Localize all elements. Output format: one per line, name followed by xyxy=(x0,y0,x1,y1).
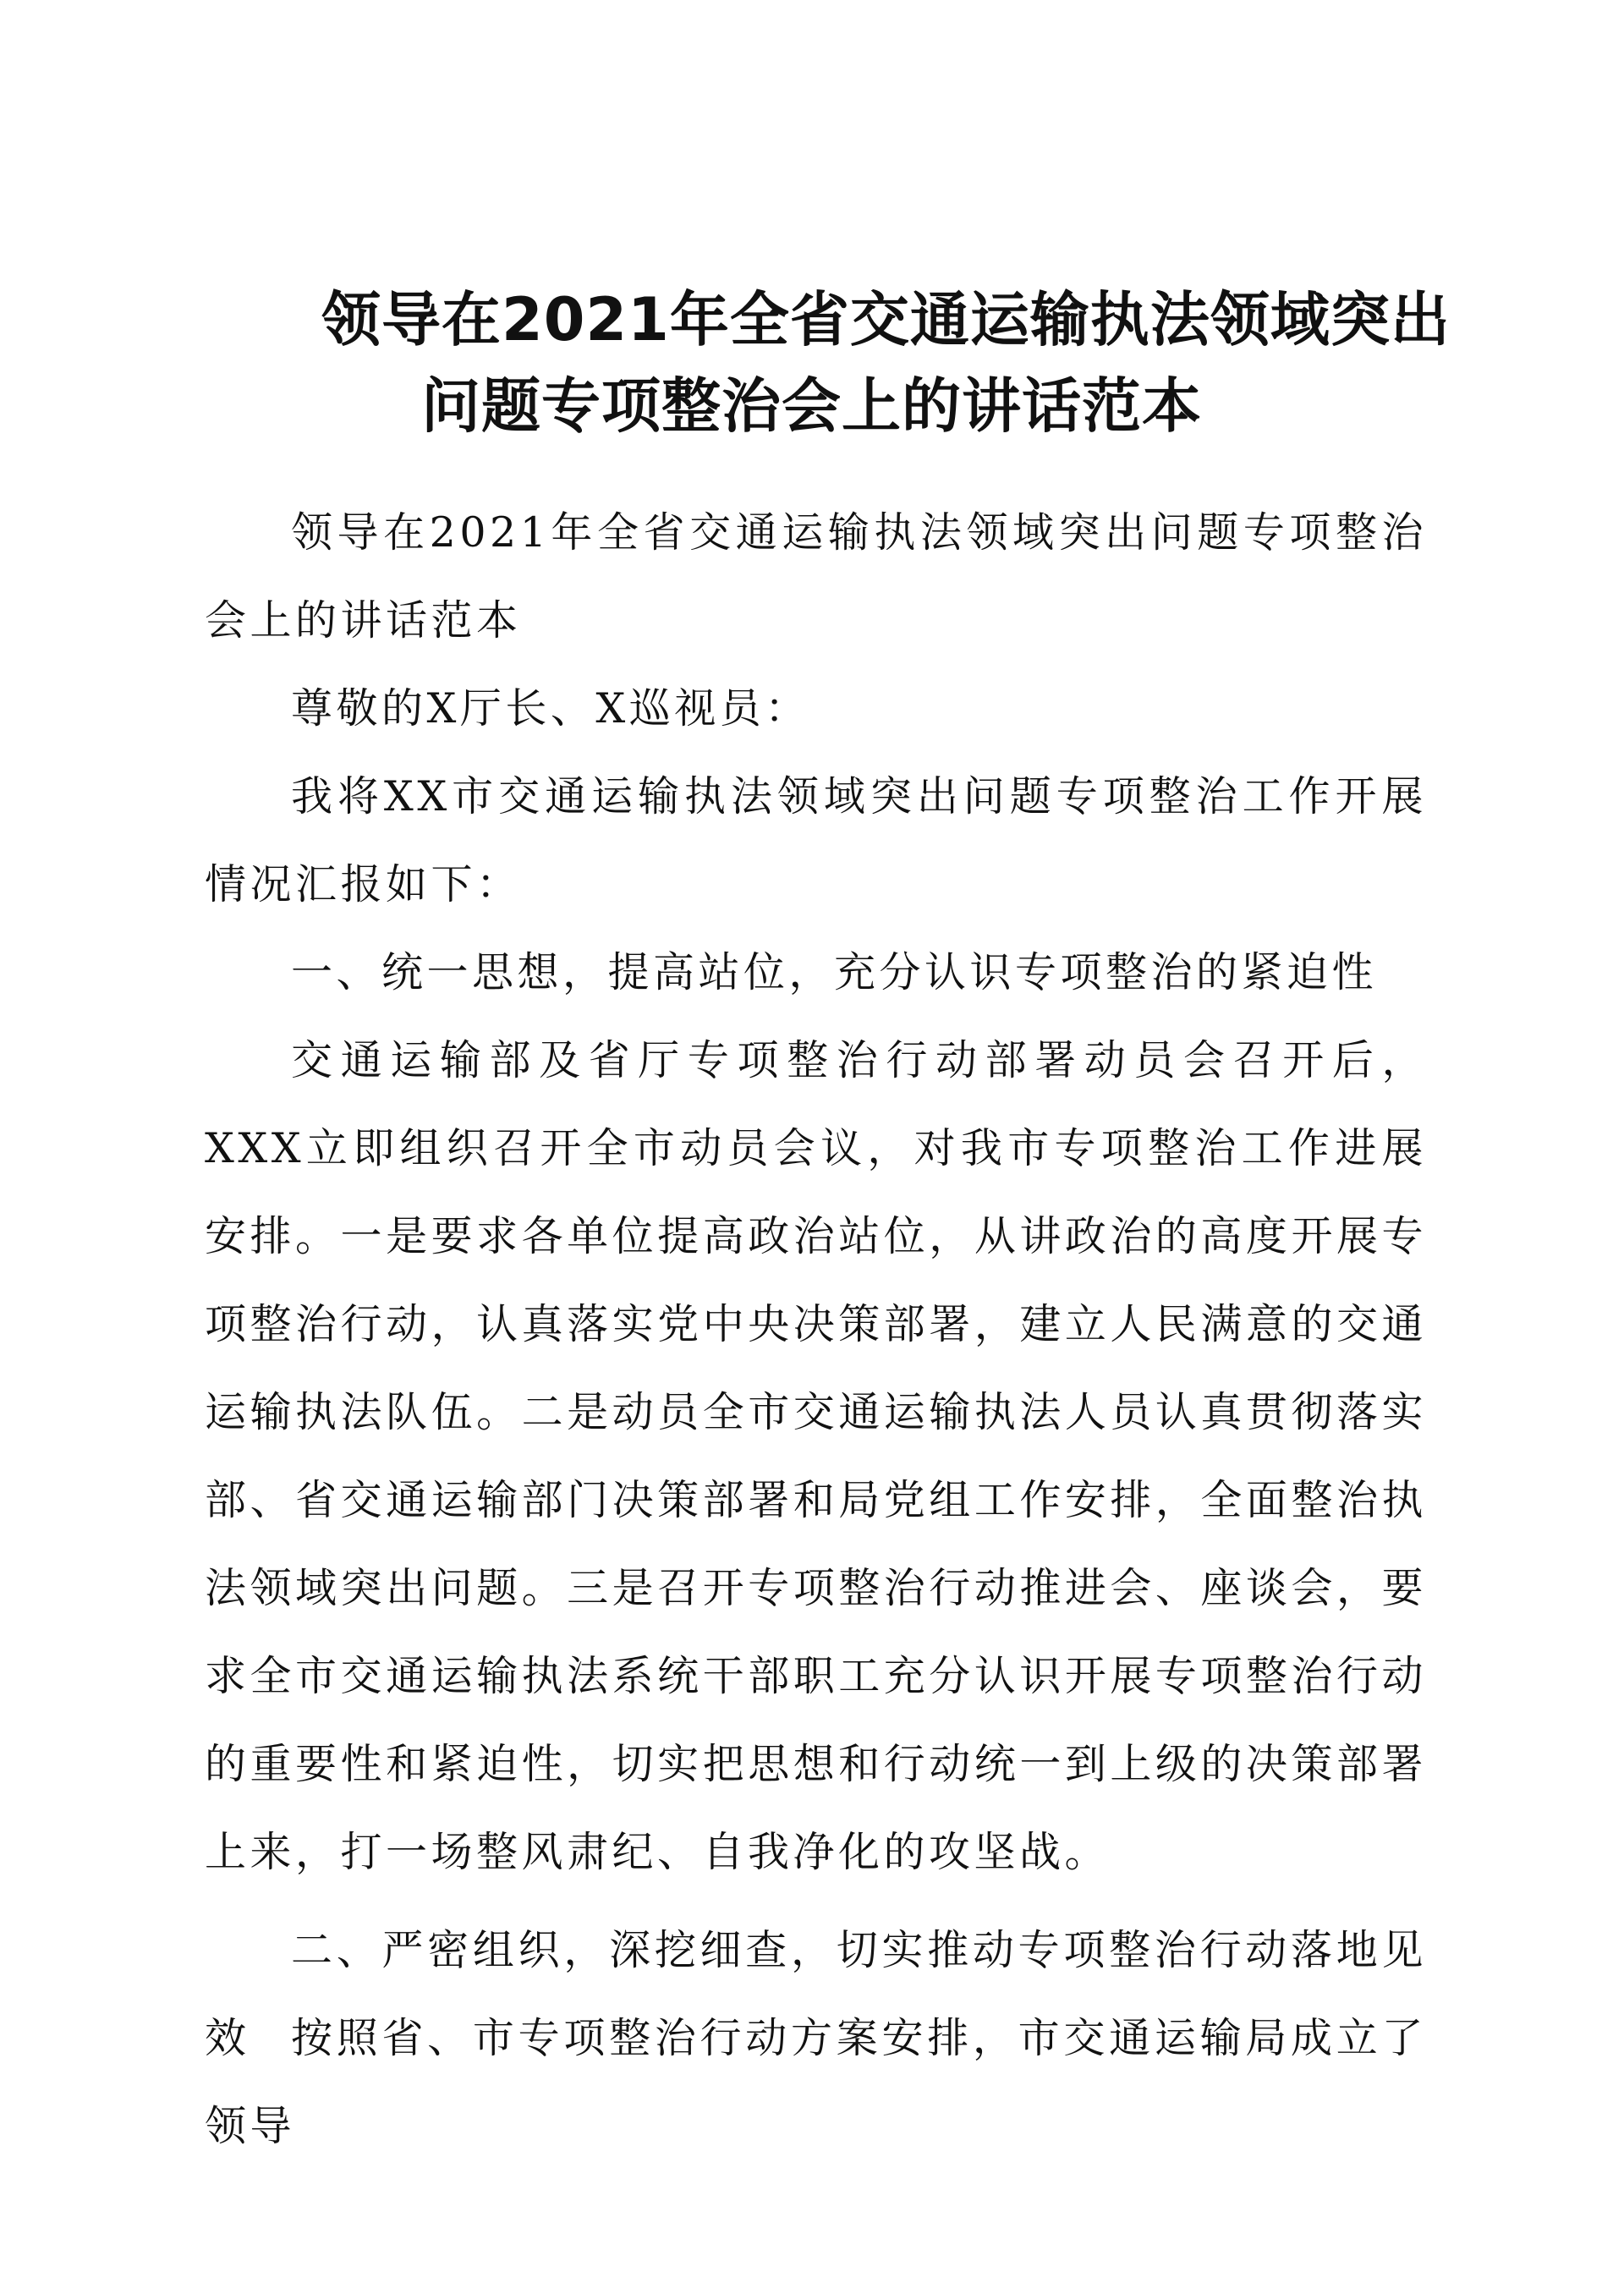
paragraph-salutation: 尊敬的X厅长、X巡视员： xyxy=(291,684,810,733)
paragraph-intro: 我将XX市交通运输执法领域突出问题专项整治工作开展情况汇报如下： xyxy=(205,772,1427,908)
document-title-line-1: 领导在2021年全省交通运输执法领域突出 xyxy=(321,285,1451,354)
paragraph-section-2-body: 按照省、市专项整治行动方案安排，市交通运输局成立了领导 xyxy=(205,2014,1427,2150)
section-heading-2: 二、严密组织，深挖细查，切实推动专项整治行动落地见效 xyxy=(205,1926,1427,2062)
section-heading-1: 一、统一思想，提高站位，充分认识专项整治的紧迫性 xyxy=(291,948,1378,996)
document-title-line-2: 问题专项整治会上的讲话范本 xyxy=(421,371,1202,441)
paragraph-subtitle: 领导在2021年全省交通运输执法领域突出问题专项整治会上的讲话范本 xyxy=(205,508,1427,645)
paragraph-section-1-body: 交通运输部及省厅专项整治行动部署动员会召开后，XXX立即组织召开全市动员会议，对我市专项整治工作进展安排。一是要求各单位提高政治站位，从讲政治的高度开展专项整治行动，认真落实党中央决策部署，建立人民满意的交通运输执法队伍。二是动员全市交通运输执法人员认真贯彻落实部、省交通运输部门决策部署和局党组工作安排，全面整治执法领域突出问题。三是召开专项整治行动推进会、座谈会，要求全市交通运输执法系统干部职工充分认识开展专项整治行动的重要性和紧迫性，切实把思想和行动统一到上级的决策部署上来，打一场整风肃纪、自我净化的攻坚战。 xyxy=(205,1036,1427,1876)
